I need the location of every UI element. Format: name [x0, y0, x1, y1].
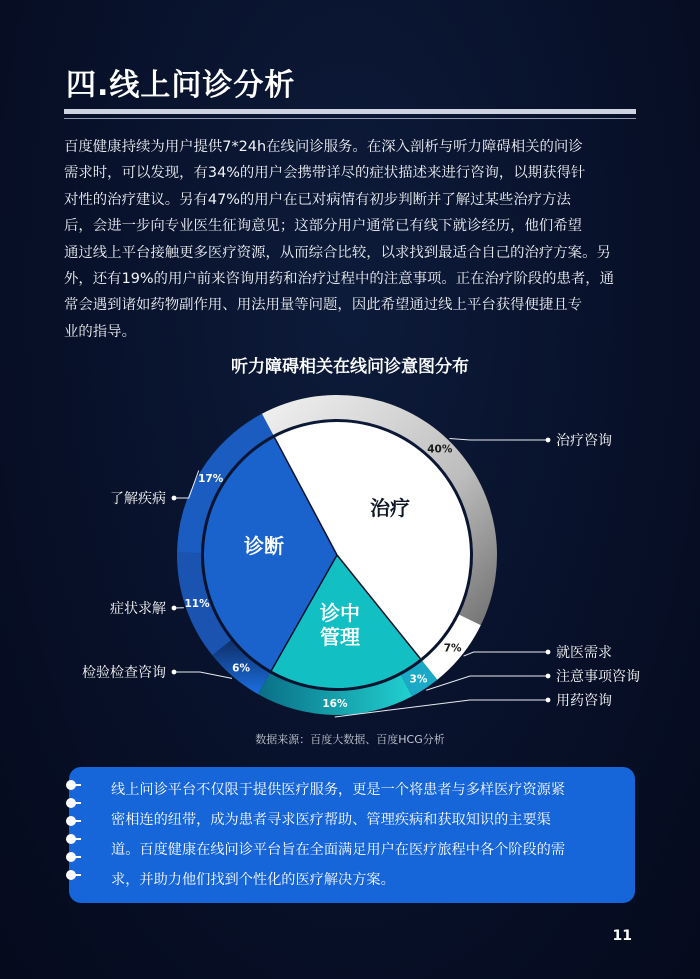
- leader-dot: [546, 698, 551, 703]
- category-label: 症状求解: [110, 601, 166, 617]
- paragraph-line: 百度健康持续为用户提供7*24h在线问诊服务。在深入剖析与听力障碍相关的问诊: [64, 139, 583, 155]
- inner-slice-label-line: 诊断: [244, 534, 284, 558]
- leader-line: [426, 676, 548, 690]
- title-divider-thin: [64, 118, 636, 119]
- paragraph-line: 需求时，可以发现，有34%的用户会携带详尽的症状描述来进行咨询，以期获得针: [64, 165, 586, 182]
- bullet-dot-icon: [66, 795, 84, 813]
- paragraph-line: 对性的治疗建议。另有47%的用户在已对病情有初步判断并了解过某些治疗方法: [64, 191, 571, 208]
- chart-title: 听力障碍相关在线问诊意图分布: [231, 357, 469, 377]
- paragraph-line: 通过线上平台接触更多医疗资源，从而综合比较，以求找到最适合自己的治疗方案。另: [64, 244, 611, 261]
- paragraph-line: 后，会进一步向专业医生征询意见；这部分用户通常已有线下就诊经历，他们希望: [64, 218, 583, 235]
- outer-value-label: 6%: [232, 662, 250, 675]
- inner-slice-label-line: 管理: [320, 625, 360, 649]
- page-title: 四.线上问诊分析: [66, 68, 296, 103]
- outer-value-label: 40%: [427, 443, 453, 456]
- outer-value-label: 7%: [443, 642, 462, 655]
- summary-callout: [69, 767, 635, 903]
- callout-text: [111, 775, 621, 895]
- paragraph-line: 外，还有19%的用户前来咨询用药和治疗过程中的注意事项。正在治疗阶段的患者，通: [64, 271, 615, 288]
- callout-line: 密相连的纽带，成为患者寻求医疗帮助、管理疾病和获取知识的主要渠: [111, 812, 551, 828]
- leader-line: [464, 652, 548, 656]
- inner-slice-label-line: 治疗: [370, 496, 410, 520]
- outer-value-label: 16%: [322, 697, 348, 710]
- inner-slice-label: [320, 601, 361, 649]
- page-number: 11: [612, 928, 632, 944]
- leader-dot: [546, 438, 551, 443]
- outer-value-label: 11%: [184, 598, 210, 611]
- leader-dot: [546, 650, 551, 655]
- title-divider: [64, 109, 636, 114]
- outer-value-label: 3%: [409, 673, 428, 686]
- intro-paragraph: [64, 134, 638, 345]
- intent-distribution-chart: [0, 380, 700, 725]
- bullet-dot-icon: [66, 867, 84, 885]
- callout-line: 道。百度健康在线问诊平台旨在全面满足用户在医疗旅程中各个阶段的需: [111, 842, 566, 858]
- leader-dot: [172, 670, 177, 675]
- category-label: 就医需求: [556, 645, 612, 661]
- outer-value-label: 17%: [198, 472, 224, 485]
- category-label: 注意事项咨询: [556, 669, 640, 685]
- category-label: 检验检查咨询: [82, 665, 166, 681]
- inner-slice-label: [244, 534, 284, 558]
- leader-dot: [172, 496, 177, 501]
- bullet-dot-icon: [66, 813, 84, 831]
- leader-line: [174, 672, 232, 678]
- bullet-dot-icon: [66, 849, 84, 867]
- callout-decoration: [66, 777, 84, 885]
- paragraph-line: 业的指导。: [64, 323, 136, 340]
- leader-dot: [172, 606, 177, 611]
- callout-line: 求，并助力他们找到个性化的医疗解决方案。: [111, 872, 395, 888]
- category-label: 了解疾病: [110, 491, 166, 507]
- bullet-dot-icon: [66, 777, 84, 795]
- category-label: 用药咨询: [556, 693, 612, 709]
- leader-dot: [546, 674, 551, 679]
- inner-slice-label-line: 诊中: [320, 601, 360, 625]
- bullet-dot-icon: [66, 831, 84, 849]
- paragraph-line: 常会遇到诸如药物副作用、用法用量等问题，因此希望通过线上平台获得便捷且专: [64, 297, 583, 314]
- data-source: 数据来源：百度大数据、百度HCG分析: [255, 733, 445, 746]
- callout-line: 线上问诊平台不仅限于提供医疗服务，更是一个将患者与多样医疗资源紧: [111, 782, 566, 798]
- inner-slice-label: [370, 496, 410, 520]
- leader-line: [450, 438, 548, 440]
- category-label: 治疗咨询: [556, 433, 612, 449]
